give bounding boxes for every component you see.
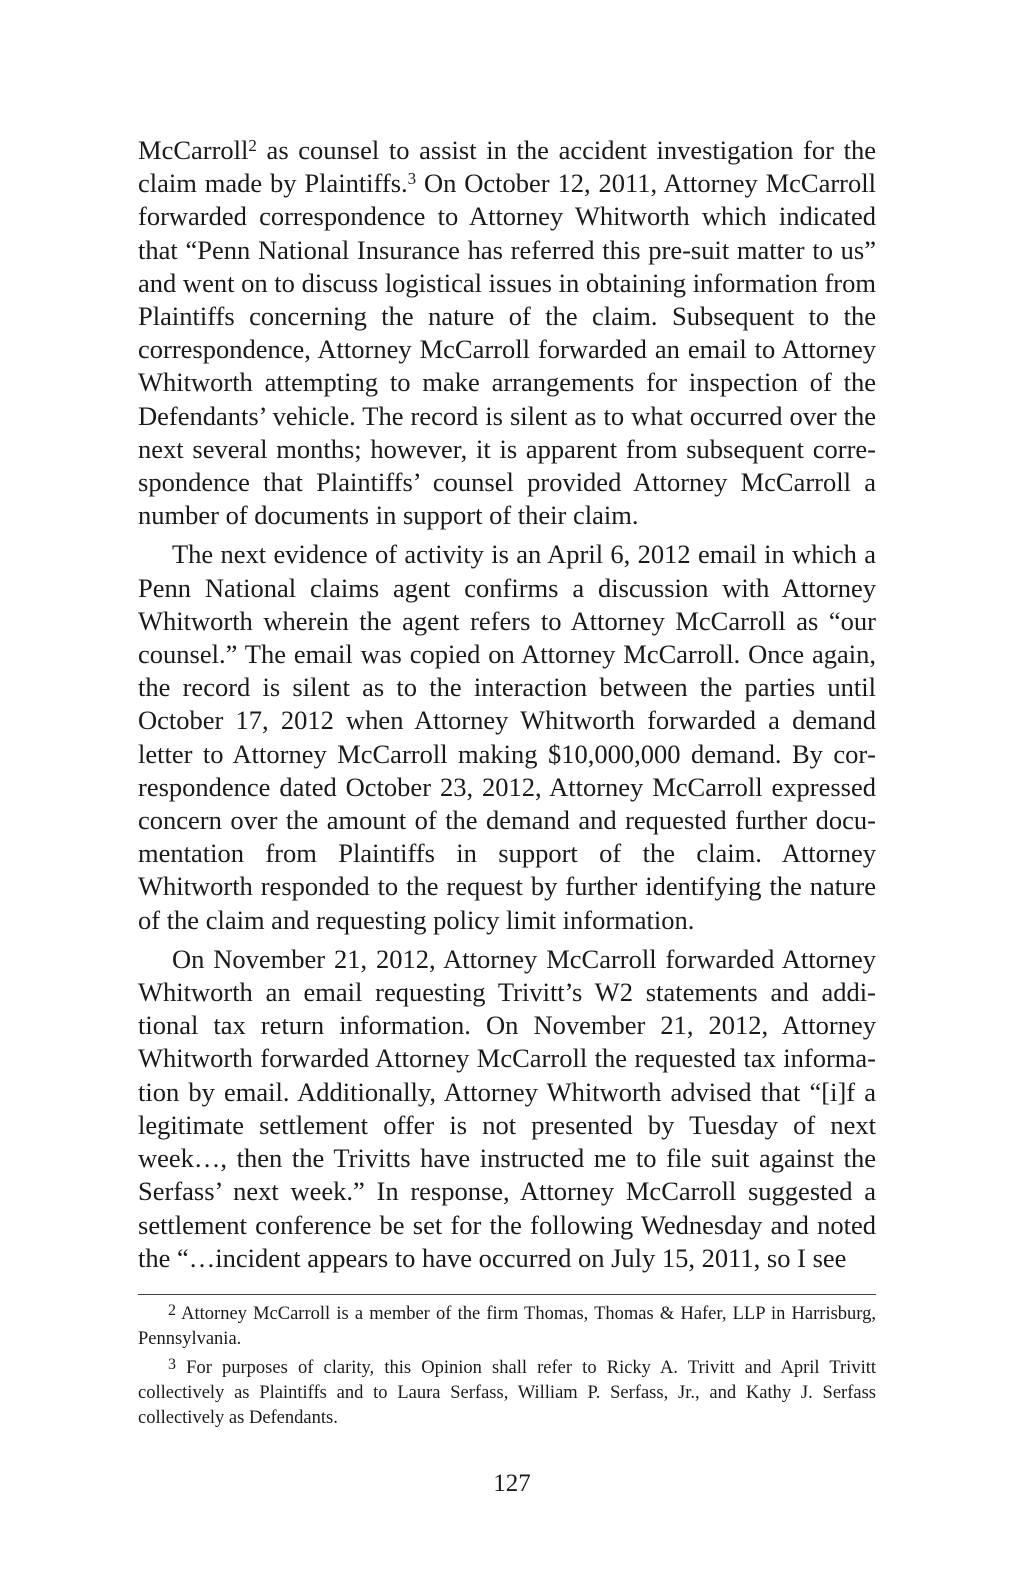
paragraph-1-text-c: On October 12, 2011, Attorney McCarroll forwarded correspondence to Attorney Whitworth which indicated that “Penn National Insurance has referred this pre-suit matter to us” and went on to discuss logistical issues in obtaining information from Plaintiffs concerning the nature of the claim. Subsequent to the correspondence, Attorney McCarroll forwarded an email to Attorney Whitworth attempting to make arrangements for inspection of the Defendants’ vehicle. The record is silent as to what occurred over the next several months; however, it is apparent from subsequent correspondence that Plaintiffs’ counsel provided Attorney McCarroll a number of documents in support of their claim. [138, 168, 876, 531]
paragraph-1 [138, 134, 876, 532]
footnote-ref-2: 2 [248, 136, 257, 155]
paragraph-3: On November 21, 2012, Attorney McCarroll forwarded Attorney Whitworth an email requesting Trivitt’s W2 statements and additional tax return information. On November 21, 2012, Attorney Whitworth forwarded Attorney McCarroll the requested tax information by email. Additionally, Attorney Whitworth advised that “[i]f a legitimate settlement offer is not presented by Tuesday of next week…, then the Trivitts have instructed me to file suit against the Serfass’ next week.” In response, Attorney McCarroll suggested a settlement conference be set for the following Wednesday and noted the “…incident appears to have occurred on July 15, 2011, so I see [138, 943, 876, 1273]
footnote-text: For purposes of clarity, this Opinion shall refer to Ricky A. Trivitt and April Trivitt collectively as Plaintiffs and to Laura Serfass, William P. Serfass, Jr., and Kathy J. Serfass collectively as Defendants. [138, 1358, 876, 1428]
paragraph-2: The next evidence of activity is an April 6, 2012 email in which a Penn National claims agent confirms a discussion with Attorney Whitworth wherein the agent refers to Attorney McCarroll as “our counsel.” The email was copied on Attorney McCarroll. Once again, the record is silent as to the interaction between the parties until October 17, 2012 when Attorney Whitworth forwarded a demand letter to Attorney McCarroll making $10,000,000 demand. By correspondence dated October 23, 2012, Attorney McCarroll expressed concern over the amount of the demand and requested further documentation from Plaintiffs in support of the claim. Attorney Whitworth responded to the request by further identifying the nature of the claim and requesting policy limit information. [138, 539, 876, 935]
paragraph-1-text-a: McCarroll [138, 135, 249, 165]
footnote-divider [138, 1294, 876, 1295]
page-number: 127 [493, 1470, 531, 1497]
footnote-2 [138, 1302, 876, 1352]
footnote-ref-3: 3 [407, 169, 417, 189]
footnote-marker: 3 [168, 1356, 176, 1373]
footnotes [138, 1302, 876, 1431]
footnote-text: Attorney McCarroll is a member of the firm Thomas, Thomas & Hafer, LLP in Harrisburg, Pennsylvania. [138, 1304, 876, 1349]
paragraph-1-text-b: as counsel to assist in the accident investigation for the claim made by Plaintiffs. [138, 135, 876, 199]
footnote-3 [138, 1356, 876, 1431]
main-text [138, 134, 876, 1275]
footnote-marker: 2 [168, 1302, 176, 1319]
